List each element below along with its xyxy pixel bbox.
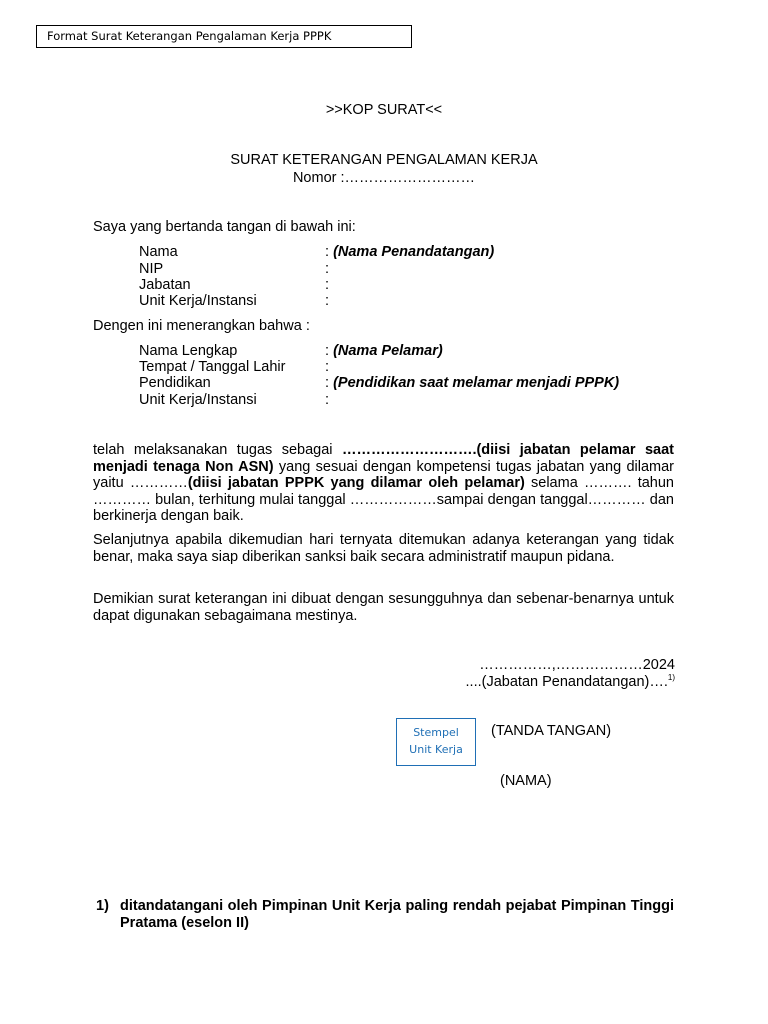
paragraph-text: selama ………. tahun ………… bulan, terhitung mulai tanggal ………………sampai dengan tanggal………… dan berkinerja dengan baik. <box>93 475 674 524</box>
applicant-birth-row <box>139 359 329 375</box>
field-hint: (Nama Pelamar) <box>333 343 443 359</box>
letter-number: Nomor :……………………… <box>292 170 476 186</box>
paragraph-bold-text: (diisi jabatan PPPK yang dilamar oleh pelamar) <box>187 475 525 491</box>
field-label: NIP <box>139 261 164 277</box>
footnote-text: ditandatangani oleh Pimpinan Unit Kerja paling rendah pejabat Pimpinan Tinggi Pratama (eselon II) <box>120 898 674 931</box>
footnote-number: 1) <box>96 898 109 914</box>
signer-name-row <box>139 244 494 260</box>
service-paragraph <box>93 442 674 525</box>
field-label: Jabatan <box>139 277 191 293</box>
field-colon: : <box>325 375 334 391</box>
field-colon: : <box>325 392 330 408</box>
applicant-unit-row <box>139 392 329 408</box>
signer-nip-row <box>139 261 329 277</box>
field-colon: : <box>325 293 330 309</box>
applicant-education-row <box>139 375 619 391</box>
field-colon: : <box>325 343 334 359</box>
field-label: Unit Kerja/Instansi <box>139 392 257 408</box>
field-label: Nama Lengkap <box>139 343 238 359</box>
letter-title: SURAT KETERANGAN PENGALAMAN KERJA <box>230 152 538 168</box>
statement-text: Dengen ini menerangkan bahwa : <box>93 318 310 334</box>
field-colon: : <box>325 261 330 277</box>
paragraph-text: yang sesuai dengan kompetensi tugas jabatan yang dilamar yaitu ………… <box>93 458 674 491</box>
position-text: ....(Jabatan Penandatangan)…. <box>465 673 668 690</box>
footnote-marker: 1) <box>667 673 675 682</box>
field-label: Pendidikan <box>139 375 211 391</box>
intro-text: Saya yang bertanda tangan di bawah ini: <box>93 219 356 235</box>
signer-jabatan-row <box>139 277 329 293</box>
date-line: ……………,………………2024 <box>479 657 675 673</box>
field-label: Tempat / Tanggal Lahir <box>139 359 286 375</box>
field-colon: : <box>325 277 330 293</box>
field-hint: (Nama Penandatangan) <box>333 244 495 260</box>
footnote <box>96 898 674 932</box>
applicant-name-row <box>139 343 443 359</box>
closing-paragraph: Demikian surat keterangan ini dibuat dengan sesungguhnya dan sebenar-benarnya untuk dapat digunakan sebagaimana mestinya. <box>93 591 674 624</box>
stamp-label: Stempel <box>413 726 459 739</box>
stamp-box <box>396 718 476 766</box>
paragraph-text: telah melaksanakan tugas sebagai <box>93 442 342 458</box>
letterhead-placeholder: >>KOP SURAT<< <box>325 102 443 118</box>
signer-name-placeholder: (NAMA) <box>500 773 552 789</box>
field-colon: : <box>325 359 330 375</box>
field-label: Nama <box>139 244 178 260</box>
signer-unit-row <box>139 293 329 309</box>
paragraph-bold-text: ……………………….(diisi jabatan pelamar saat menjadi tenaga Non ASN) <box>93 442 674 475</box>
stamp-label: Unit Kerja <box>409 743 463 756</box>
signature-placeholder: (TANDA TANGAN) <box>491 723 612 739</box>
document-type-label: Format Surat Keterangan Pengalaman Kerja PPPK <box>36 25 412 48</box>
signer-position-line <box>466 673 675 690</box>
field-label: Unit Kerja/Instansi <box>139 293 257 309</box>
field-hint: (Pendidikan saat melamar menjadi PPPK) <box>333 375 620 391</box>
field-colon: : <box>325 244 334 260</box>
sanction-paragraph: Selanjutnya apabila dikemudian hari ternyata ditemukan adanya keterangan yang tidak benar, maka saya siap diberikan sanksi baik secara administratif maupun pidana. <box>93 532 674 565</box>
